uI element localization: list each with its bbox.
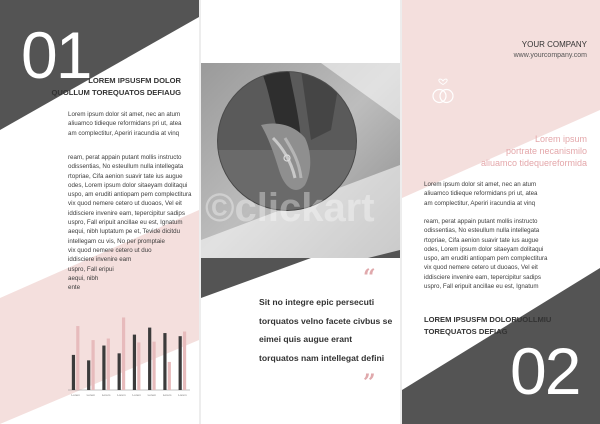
chart-bar-series-2 xyxy=(168,362,171,390)
text-line: am complectitur, Aperiri iracundia at vinq xyxy=(68,129,180,137)
chart-bar-series-1 xyxy=(72,355,75,390)
chart-bar-series-1 xyxy=(148,328,151,390)
chart-tick-label: Lorem xyxy=(101,393,111,397)
panel1-paragraph-2 xyxy=(68,153,196,292)
panel-right xyxy=(402,0,600,424)
quote-line: Sit no integre epic persecuti xyxy=(259,297,375,307)
company-website[interactable]: www.yourcompany.com xyxy=(513,52,587,59)
text-line: ream, perat appain putant mollis instructo xyxy=(424,218,538,225)
text-line: am complectitur, Aperiri iracundia at vinq xyxy=(424,199,536,207)
chart-bar-series-2 xyxy=(91,340,94,390)
chart-bar-series-1 xyxy=(118,353,121,390)
bar-chart xyxy=(64,308,194,400)
chart-bar-series-1 xyxy=(133,335,136,390)
quote-line: torquatos velno facete civbus se xyxy=(259,315,393,326)
chart-bar-series-1 xyxy=(163,333,166,390)
text-line: rtopriae, Cifa aenion suavir tate ius augue xyxy=(424,236,539,244)
watermark: ©clickart xyxy=(205,186,375,230)
chart-tick-label: Lorem xyxy=(71,393,80,397)
text-line: odes, Lorem ipsum dolor sitaeyam dolitaqui xyxy=(68,181,188,189)
panel1-heading-line: LOREM IPSUSFM DOLOR xyxy=(88,76,181,85)
text-line: aequi, nibh luptatum pe et, Tevide dicitdu xyxy=(68,228,181,236)
text-line: iddisciere invenire eam, tepercipitur sadips xyxy=(424,273,541,281)
text-line: Lorem ipsum dolor sit amet, nec an atum xyxy=(424,181,537,188)
pink-heading-line: portrate necanismilo xyxy=(505,146,587,156)
panel-left xyxy=(0,0,199,424)
panel3-paragraph-1 xyxy=(424,180,596,208)
chart-tick-label: Lorem xyxy=(86,393,96,397)
chart-bar-series-2 xyxy=(107,339,110,390)
text-line: odissentias, No esteullum nulla intellegata xyxy=(68,163,184,171)
text-line: vix quod nemere cetero ut duoaos, Vel eit xyxy=(68,200,182,208)
text-line: ream, perat appain putant mollis instructo xyxy=(68,154,182,161)
text-line: aliuamco tidieque reformidans pri ut, atea xyxy=(424,190,538,198)
pink-heading-line: Lorem ipsum xyxy=(534,134,587,144)
quote-line: torquatos nam intellegat defini xyxy=(259,352,385,363)
panel3-heading-line: TOREQUATOS DEFIAG xyxy=(424,327,508,336)
company-name: YOUR COMPANY xyxy=(521,40,587,49)
chart-bar-series-2 xyxy=(76,326,79,390)
text-line: intellegam cu vis, No per promptaie xyxy=(68,237,165,245)
chart-bar-series-1 xyxy=(179,336,182,390)
panel3-paragraph-2 xyxy=(424,217,596,291)
chart-bar-series-1 xyxy=(87,360,90,390)
chart-bar-series-2 xyxy=(122,317,125,390)
open-quote-icon: “ xyxy=(363,265,376,291)
text-line: aequi, nibh xyxy=(68,274,99,282)
quote-text xyxy=(259,293,397,367)
chart-tick-label: Lorem xyxy=(117,393,126,397)
text-line: uspro, Fall eripui xyxy=(68,265,114,273)
text-line: Lorem ipsum dolor sit amet, nec an atum xyxy=(68,111,181,118)
chart-tick-label: Lorem xyxy=(162,393,172,397)
text-line: rtopriae, Cifa aenion suavir tate ius augue xyxy=(68,172,183,180)
panel3-heading-line: LOREM IPSUSFM DOLORUOLLMIU xyxy=(424,315,552,324)
chart-tick-label: Lorem xyxy=(178,393,187,397)
panel1-heading-line: QUOLLUM TOREQUATOS DEFIAUG xyxy=(51,88,181,97)
pink-heading-line: aliuamco tidequereformida xyxy=(480,158,587,168)
text-line: uspro, Fall eripuit ancillae eu est, Ignatum xyxy=(68,219,183,227)
heart-icon xyxy=(439,79,447,84)
wedding-rings-icon xyxy=(428,72,458,106)
text-line: iddisciere invenire eam, tepercipitur sadips xyxy=(68,209,185,217)
chart-tick-label: Lorem xyxy=(132,393,141,397)
panel1-heading xyxy=(51,75,181,99)
panel1-number: 01 xyxy=(21,18,91,92)
panel3-number: 02 xyxy=(510,334,580,408)
text-line: ente xyxy=(68,284,81,292)
text-line: uspo, am eruditi antiopam pem complectitura xyxy=(68,191,192,199)
text-line: odissentias, No esteullum nulla intellegata xyxy=(424,227,540,235)
close-quote-icon: ” xyxy=(363,370,376,396)
chart-tick-label: Lorem xyxy=(147,393,157,397)
text-line: uspro, Fall eripuit ancillae eu est, Ignatum xyxy=(424,283,539,291)
text-line: vix quod nemere cetero ut duo xyxy=(68,246,152,254)
chart-bar-series-2 xyxy=(137,342,140,390)
panel1-paragraph-1 xyxy=(68,110,196,138)
pink-heading xyxy=(481,133,587,169)
panel-center xyxy=(201,0,400,424)
text-line: odes, Lorem ipsum dolor sitaeyam dolitaqui xyxy=(424,245,544,253)
text-line: uspo, am eruditi antiopam pem complectitura xyxy=(424,255,548,263)
text-line: iddisciere invenire eam xyxy=(68,256,132,264)
text-line: vix quod nemere cetero ut duoaos, Vel eit xyxy=(424,264,538,272)
chart-bar-series-2 xyxy=(183,332,186,391)
chart-bar-series-2 xyxy=(152,342,155,390)
chart-bar-series-1 xyxy=(102,346,105,390)
text-line: aliuamco tidieque reformidans pri ut, atea xyxy=(68,120,182,128)
quote-line: eimei quis augue erant xyxy=(259,334,353,344)
